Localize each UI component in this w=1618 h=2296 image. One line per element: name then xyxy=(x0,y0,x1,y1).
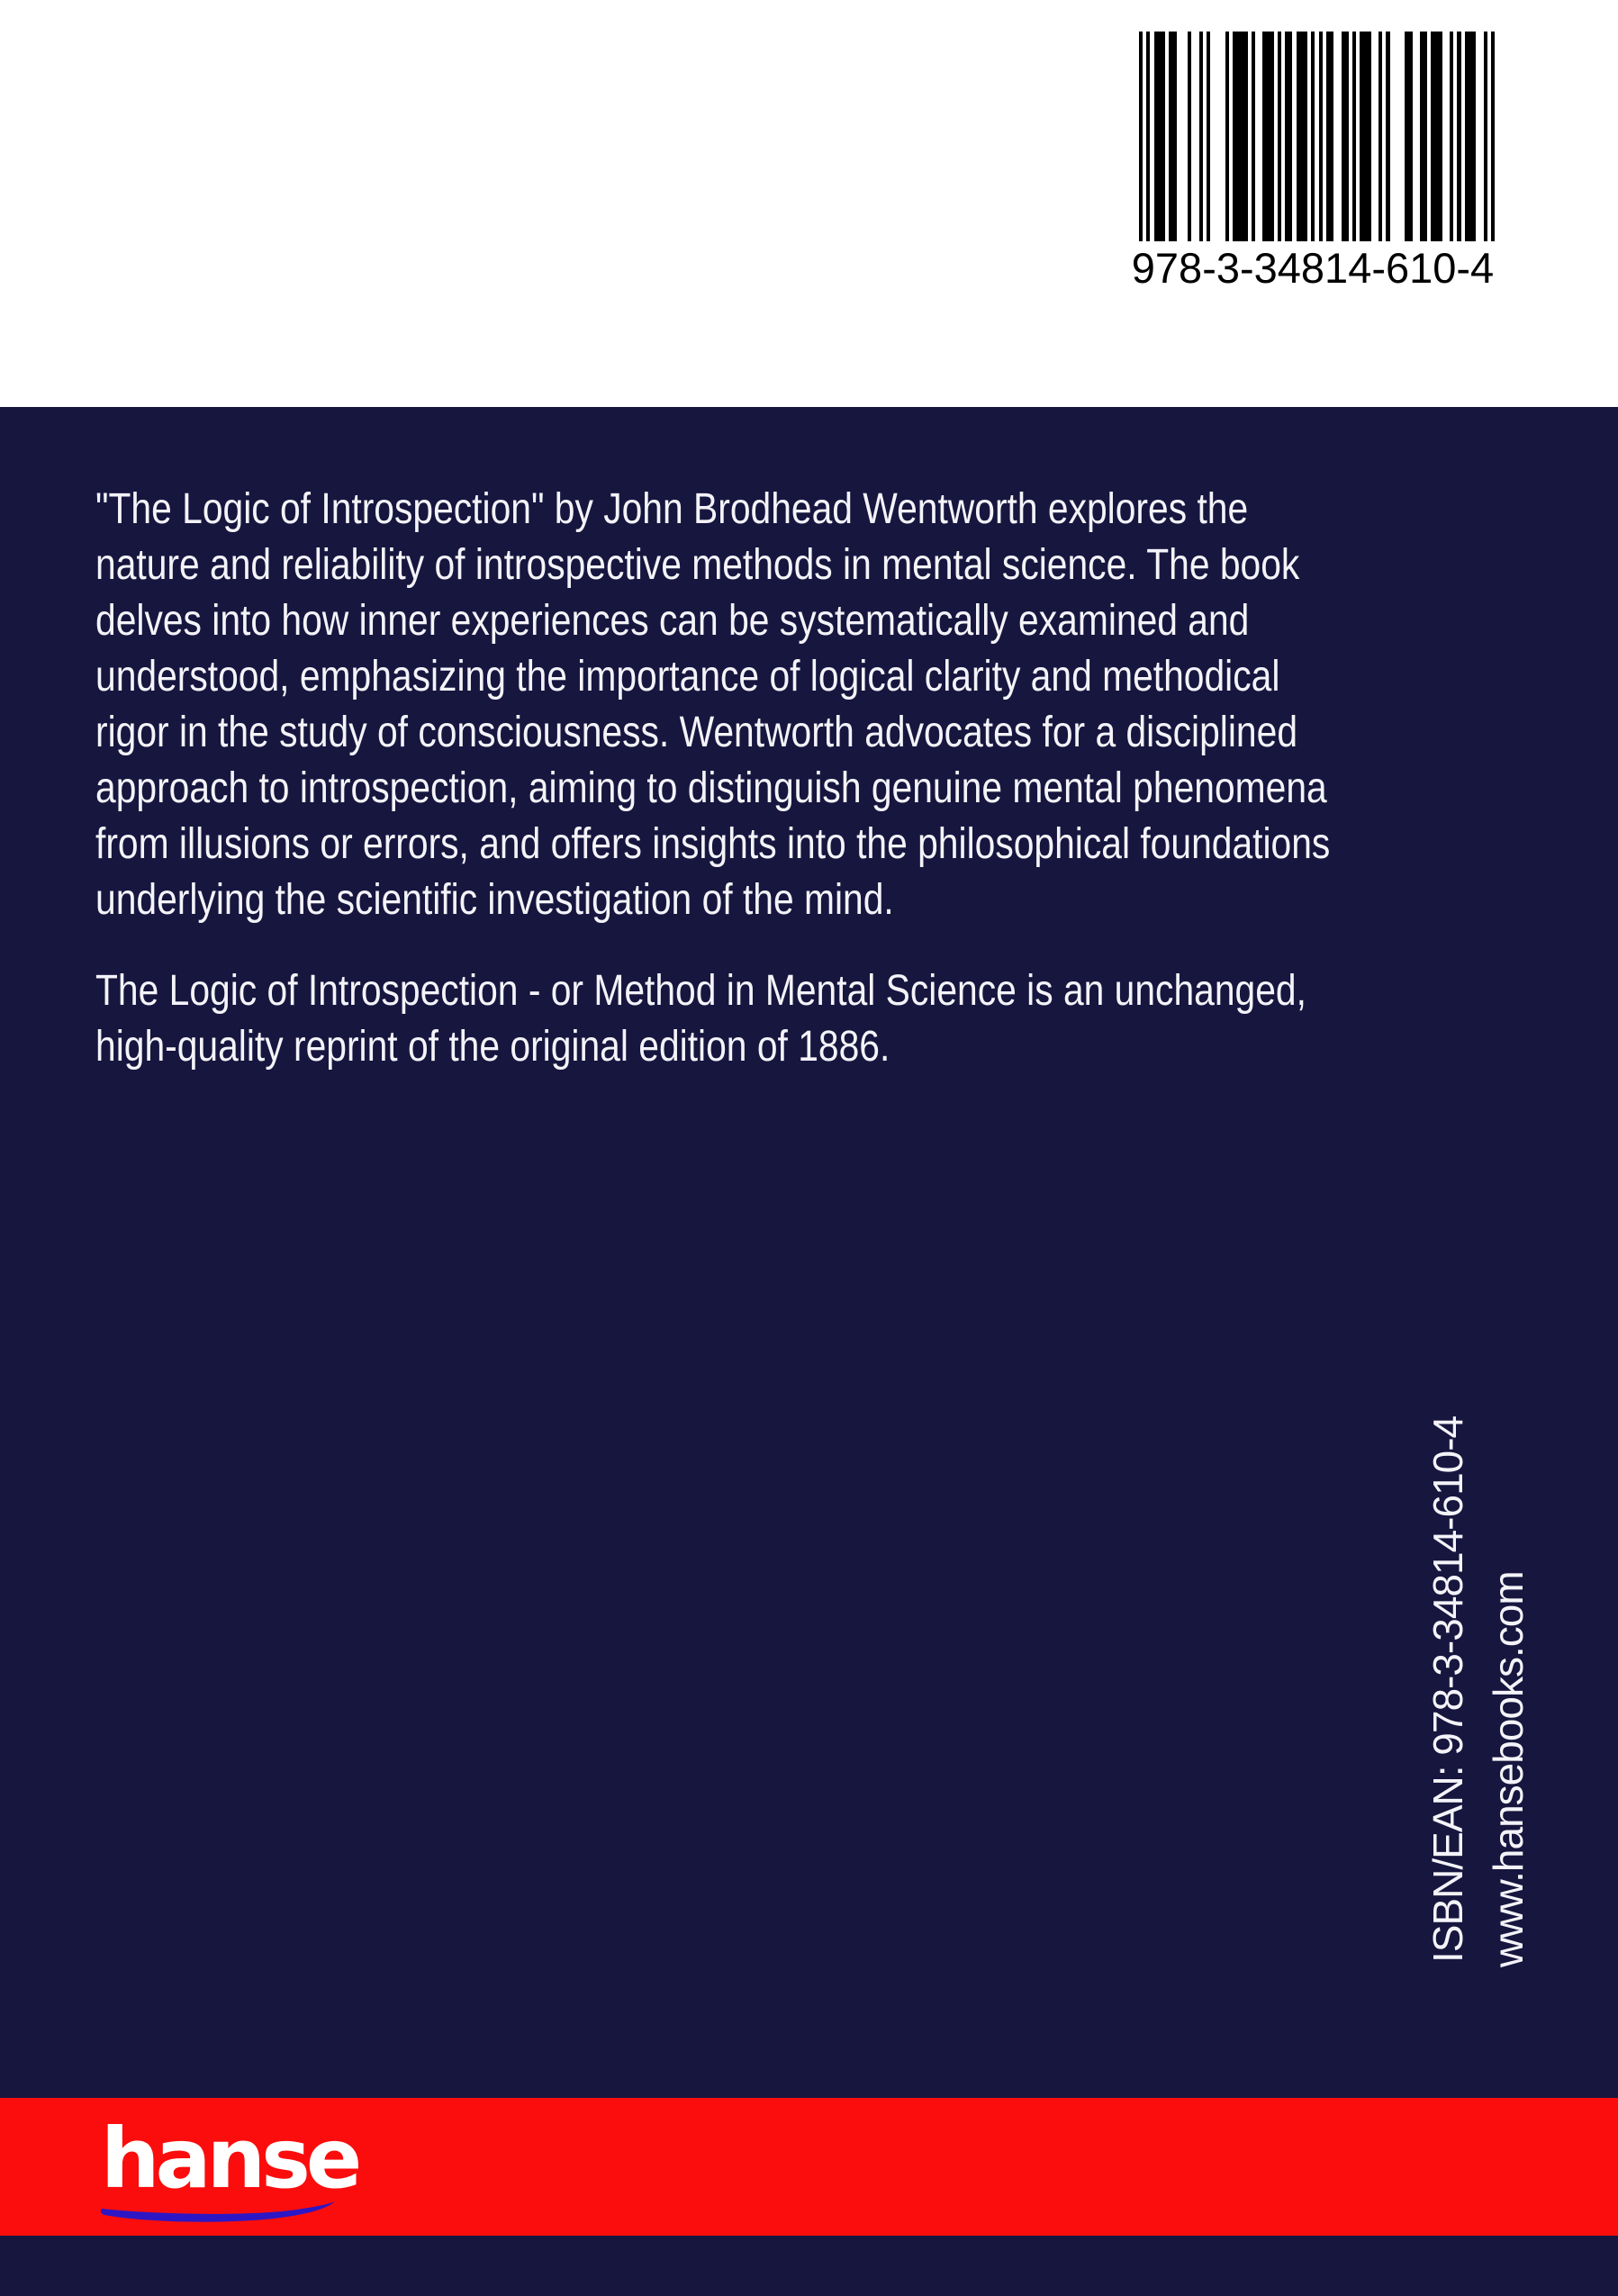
text-line: approach to introspection, aiming to distinguish genuine mental phenomena xyxy=(95,764,1327,812)
barcode-bar xyxy=(1465,32,1476,241)
barcode-bar xyxy=(1326,32,1333,241)
barcode-bar xyxy=(1319,32,1323,241)
website-vertical-label: www.hansebooks.com xyxy=(1485,1571,1532,1967)
barcode-bar xyxy=(1285,32,1292,241)
barcode-bar xyxy=(1199,32,1203,241)
barcode-bar xyxy=(1386,32,1389,241)
text-line: rigor in the study of consciousness. Wentworth advocates for a disciplined xyxy=(95,709,1298,756)
barcode-bar xyxy=(1154,32,1165,241)
barcode-bar xyxy=(1342,32,1349,241)
barcode-bar xyxy=(1139,32,1143,241)
barcode-bar xyxy=(1262,32,1273,241)
publisher-logo: hanse xyxy=(101,2111,358,2207)
description-paragraph-2 xyxy=(95,963,1330,1075)
barcode-bar xyxy=(1484,32,1487,241)
barcode-bar xyxy=(1450,32,1453,241)
barcode-bar xyxy=(1188,32,1191,241)
text-line: underlying the scientific investigation of the mind. xyxy=(95,876,894,924)
book-description xyxy=(95,482,1330,1075)
text-line: understood, emphasizing the importance of logical clarity and methodical xyxy=(95,653,1280,701)
isbn-ean-vertical-label: ISBN/EAN: 978-3-34814-610-4 xyxy=(1424,1415,1471,1963)
barcode-bar xyxy=(1233,32,1248,241)
text-line: delves into how inner experiences can be systematically examined and xyxy=(95,597,1250,645)
barcode-number: 978-3-34814-610-4 xyxy=(1131,244,1495,292)
barcode-bar xyxy=(1297,32,1307,241)
barcode-bar xyxy=(1405,32,1412,241)
text-line: The Logic of Introspection - or Method in Mental Science is an unchanged, xyxy=(95,967,1306,1015)
barcode-bar xyxy=(1225,32,1229,241)
logo-swoosh-underline xyxy=(97,2199,339,2222)
back-cover-main xyxy=(0,407,1618,2098)
top-white-area xyxy=(0,0,1618,407)
red-brand-band xyxy=(0,2098,1618,2236)
barcode-bar xyxy=(1360,32,1370,241)
text-line: high-quality reprint of the original edition of 1886. xyxy=(95,1023,890,1071)
barcode-bar xyxy=(1420,32,1427,241)
text-line: nature and reliability of introspective methods in mental science. The book xyxy=(95,541,1300,589)
barcode-bar xyxy=(1378,32,1382,241)
barcode-bar xyxy=(1146,32,1150,241)
barcode-bar xyxy=(1278,32,1281,241)
description-paragraph-1 xyxy=(95,482,1330,928)
barcode-bar xyxy=(1457,32,1460,241)
barcode-bar xyxy=(1311,32,1315,241)
ean13-barcode xyxy=(1139,32,1495,241)
barcode-bar xyxy=(1491,32,1495,241)
text-line: from illusions or errors, and offers insights into the philosophical foundations xyxy=(95,820,1331,868)
barcode-bar xyxy=(1352,32,1356,241)
barcode-bar xyxy=(1252,32,1255,241)
barcode-bar xyxy=(1431,32,1442,241)
barcode-bar xyxy=(1169,32,1176,241)
barcode-bar xyxy=(1207,32,1210,241)
bottom-navy-strip xyxy=(0,2236,1618,2296)
text-line: "The Logic of Introspection" by John Brodhead Wentworth explores the xyxy=(95,485,1249,533)
